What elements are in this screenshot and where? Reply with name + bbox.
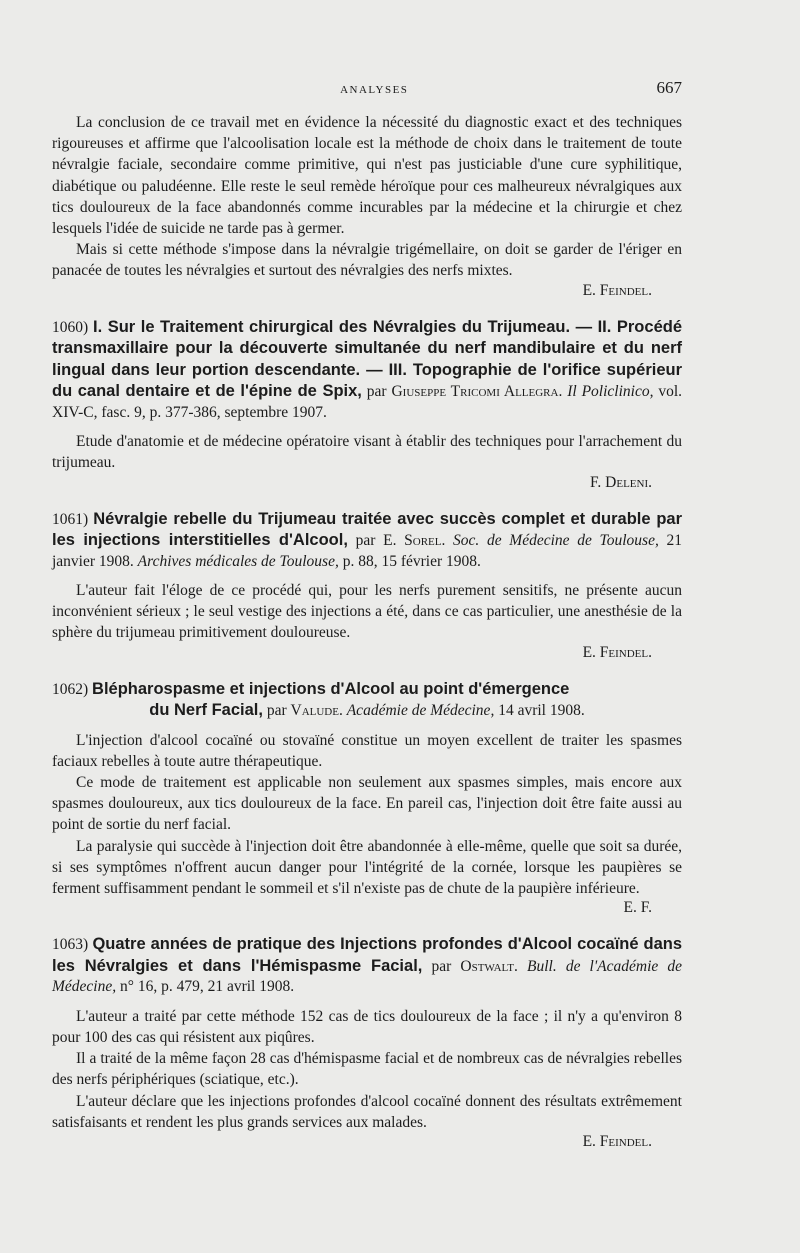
article-body: L'auteur fait l'éloge de ce procédé qui, pour les nerfs purement sensitifs, ne présente aucun inconvénient sérieux ; le seul vestige des injections a été, dans ce cas particulier, une anesthésie de la sphère du trijumeau primitivement douloureuse. [52, 582, 682, 642]
running-head [52, 78, 682, 98]
article-body: L'auteur déclare que les injections profondes d'alcool cocaïné donnent des résultats extrêmement satisfaisants et rendent les plus grands services aux malades. [52, 1092, 682, 1131]
article-number: 1061) [52, 510, 89, 528]
article-author: E. Sorel. [383, 532, 446, 550]
article-title-continuation [52, 700, 682, 722]
article-body: L'auteur a traité par cette méthode 152 cas de tics douloureux de la face ; il n'y a qu'environ 8 pour 100 des cas qui résistent aux piqûres. [52, 1007, 682, 1046]
article-source: Soc. de Médecine de Toulouse, [453, 532, 659, 550]
article-title: Névralgie rebelle du Trijumeau traitée avec succès complet et durable par les injections interstitielles d'Alcool, [52, 509, 683, 550]
article-title: Quatre années de pratique des Injections profondes d'Alcool cocaïné dans les Névralgies et dans l'Hémispasme Facial, [52, 935, 683, 975]
article-citation: vol. XIV-C, fasc. 9, p. 377-386, septembre 1907. [52, 383, 683, 421]
article-source: Académie de Médecine, [346, 702, 495, 720]
running-head-title: ANALYSES [340, 84, 409, 96]
article-number: 1062) [52, 680, 89, 698]
article-title: I. Sur le Traitement chirurgical des Névralgies du Trijumeau. — II. Procédé transmaxillaire pour la découverte simultanée du nerf mandibulaire et du nerf lingual dans leur portion descendante. — III. Topographie de l'orifice supérieur du canal dentaire et de l'épine de Spix, [52, 317, 682, 401]
article-body: La paralysie qui succède à l'injection doit être abandonnée à elle-même, quelle que soit sa durée, si ses symptômes n'offrent aucun danger pour l'intégrité de la cornée, lorsque les paupières se ferment suffisamment pendant le sommeil et s'il n'existe pas de chute de la paupière inférieure. [52, 837, 682, 898]
article-by: par [431, 957, 452, 975]
article-citation: 14 avril 1908. [498, 702, 585, 720]
article-signature: E. F. [623, 899, 652, 917]
article-citation-2: p. 88, 15 février 1908. [342, 552, 481, 570]
article-signature: E. Feindel. [582, 1132, 652, 1150]
article-citation: n° 16, p. 479, 21 avril 1908. [120, 978, 295, 996]
article-body: Il a traité de la même façon 28 cas d'hémispasme facial et de nombreux cas de névralgies rebelles des nerfs périphériques (sciatique, etc.). [52, 1050, 682, 1089]
page-number: 667 [656, 78, 682, 97]
article-author: Valude. [290, 702, 343, 720]
article-1062 [52, 679, 682, 919]
article-heading [52, 317, 682, 424]
intro-paragraph: La conclusion de ce travail met en évidence la nécessité du diagnostic exact et des techniques rigoureuses et affirme que l'alcoolisation locale est la méthode de choix dans le traitement de toute névralgie faciale, secondaire comme primitive, qui n'est pas justiciable d'une cure syphilitique, diabétique ou paludéenne. Elle reste le seul remède héroïque pour ces malheureux névralgiques aux tics douloureux de la face abandonnés comme incurables par la médecine et la chirurgie et chez lesquels l'idée de suicide ne tarde pas à germer. [52, 114, 682, 238]
intro-section [52, 112, 682, 301]
article-source: Bull. de l'Académie de Médecine, [52, 957, 683, 996]
article-author: Giuseppe Tricomi Allegra. [391, 383, 563, 401]
article-body: Ce mode de traitement est applicable non seulement aux spasmes simples, mais encore aux spasmes douloureux, aux tics douloureux de la face. En pareil cas, l'injection doit être faite aussi au point de sortie du nerf facial. [52, 774, 682, 834]
article-number: 1060) [52, 318, 89, 336]
article-by: par [266, 702, 287, 720]
article-title-part: du Nerf Facial, [149, 701, 263, 720]
intro-signature: E. Feindel. [582, 281, 652, 299]
article-by: par [366, 383, 387, 401]
article-1061 [52, 509, 682, 663]
article-citation: 21 janvier 1908. [52, 532, 683, 570]
article-signature: E. Feindel. [582, 643, 652, 661]
article-signature: F. Deleni. [590, 473, 652, 491]
article-author: Ostwalt. [460, 957, 518, 975]
article-source-2: Archives médicales de Toulouse, [137, 552, 339, 570]
article-heading [52, 509, 682, 573]
page-content [52, 78, 682, 1152]
article-title: Blépharospasme et injections d'Alcool au point d'émergence [92, 679, 570, 698]
article-by: par [355, 532, 376, 550]
article-body: Etude d'anatomie et de médecine opératoire visant à établir des techniques pour l'arrachement du trijumeau. [52, 433, 682, 472]
article-number: 1063) [52, 936, 89, 954]
article-heading [52, 934, 682, 998]
article-body: L'injection d'alcool cocaïné ou stovaïné constitue un moyen excellent de traiter les spasmes faciaux rebelles à toute autre thérapeutique. [52, 731, 682, 770]
article-heading [52, 679, 682, 722]
article-1063 [52, 934, 682, 1152]
intro-paragraph: Mais si cette méthode s'impose dans la névralgie trigémellaire, on doit se garder de l'ériger en panacée de toutes les névralgies et surtout des névralgies des nerfs mixtes. [52, 241, 682, 280]
article-1060 [52, 317, 682, 493]
article-source: Il Policlinico, [567, 383, 654, 401]
